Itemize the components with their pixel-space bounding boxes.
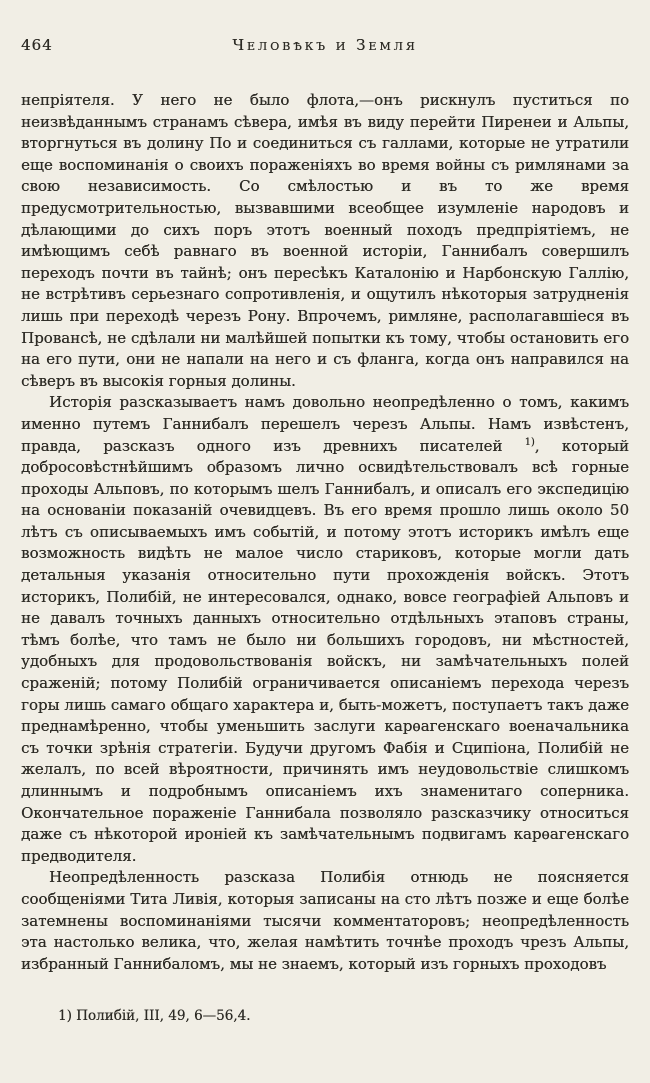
paragraph-text: Исторія разсказываетъ намъ довольно неопредѣленно о томъ, какимъ именно путемъ Ганнибалъ перешелъ черезъ Альпы. Намъ извѣстенъ, правда, разсказъ одного изъ древнихъ писателей xyxy=(21,393,629,455)
page-header xyxy=(21,36,629,58)
paragraph-text: , который добросовѣстнѣйшимъ образомъ лично освидѣтельствовалъ всѣ горные проходы Альповъ, по которымъ шелъ Ганнибалъ, и описалъ его экспедицію на основаніи показаній очевидцевъ. Въ его время прошло лишь около 50 лѣтъ съ описываемыхъ имъ событій, и потому этотъ историкъ имѣлъ еще возможность видѣть не малое число стариковъ, которые могли дать детальныя указанія относительно пути прохожденія войскъ. Этотъ историкъ, Полибій, не интересовался, однако, вовсе географіей Альповъ и не давалъ точныхъ данныхъ относительно отдѣльныхъ этаповъ страны, тѣмъ болѣе, что тамъ не было ни большихъ городовъ, ни мѣстностей, удобныхъ для продовольствованія войскъ, ни замѣчательныхъ полей сраженій; потому Полибій ограничивается описаніемъ перехода черезъ горы лишь самаго общаго характера и, быть-можетъ, поступаетъ такъ даже преднамѣренно, чтобы уменьшить заслуги карѳагенскаго военачальника съ точки зрѣнія стратегіи. Будучи другомъ Фабія и Сципіона, Полибій не желалъ, по всей вѣроятности, причинять имъ неудовольствіе слишкомъ длиннымъ и подробнымъ описаніемъ ихъ знаменитаго соперника. Окончательное пораженіе Ганнибала позволяло разсказчику относиться даже съ нѣкоторой ироніей къ замѣчательнымъ подвигамъ карѳагенскаго предводителя. xyxy=(21,436,629,865)
footnote: 1) Полибій, III, 49, 6—56,4. xyxy=(58,1008,251,1024)
body-paragraph-1: непріятеля. У него не было флота,—онъ рискнулъ пуститься по неизвѣданнымъ странамъ сѣвера, имѣя въ виду перейти Пиренеи и Альпы, вторгнуться въ долину По и соединиться съ галлами, которые не утратили еще воспоминанія о своихъ пораженіяхъ во время войны съ римлянами за свою независимость. Со смѣлостью и въ то же время предусмотрительностью, вызвавшими всеобщее изумленіе народовъ и дѣлающими до сихъ поръ этотъ военный походъ предпріятіемъ, не имѣющимъ себѣ равнаго въ военной исторіи, Ганнибалъ совершилъ переходъ почти въ тайнѣ; онъ пересѣкъ Каталонію и Нарбонскую Галлію, не встрѣтивъ серьезнаго сопротивленія, и ощутилъ нѣкоторыя затрудненія лишь при переходѣ черезъ Рону. Впрочемъ, римляне, располагавшіеся въ Провансѣ, не сдѣлали ни малѣйшей попытки къ тому, чтобы остановить его на его пути, они не напали на него и съ фланга, когда онъ направился на сѣверъ въ высокія горныя долины. xyxy=(21,91,629,390)
page-number: 464 xyxy=(21,36,53,54)
body-paragraph-3: Неопредѣленность разсказа Полибія отнюдь не поясняется сообщеніями Тита Ливія, которыя записаны на сто лѣтъ позже и еще болѣе затемнены воспоминаніями тысячи комментаторовъ; неопредѣленность эта настолько велика, что, желая намѣтить точнѣе проходъ чрезъ Альпы, избранный Ганнибаломъ, мы не знаемъ, который изъ горныхъ проходовъ xyxy=(21,868,629,973)
page-body xyxy=(21,90,629,975)
footnote-reference: 1) xyxy=(524,436,535,448)
body-paragraph-2 xyxy=(21,392,629,867)
running-title: Человѣкъ и Земля xyxy=(232,36,418,54)
